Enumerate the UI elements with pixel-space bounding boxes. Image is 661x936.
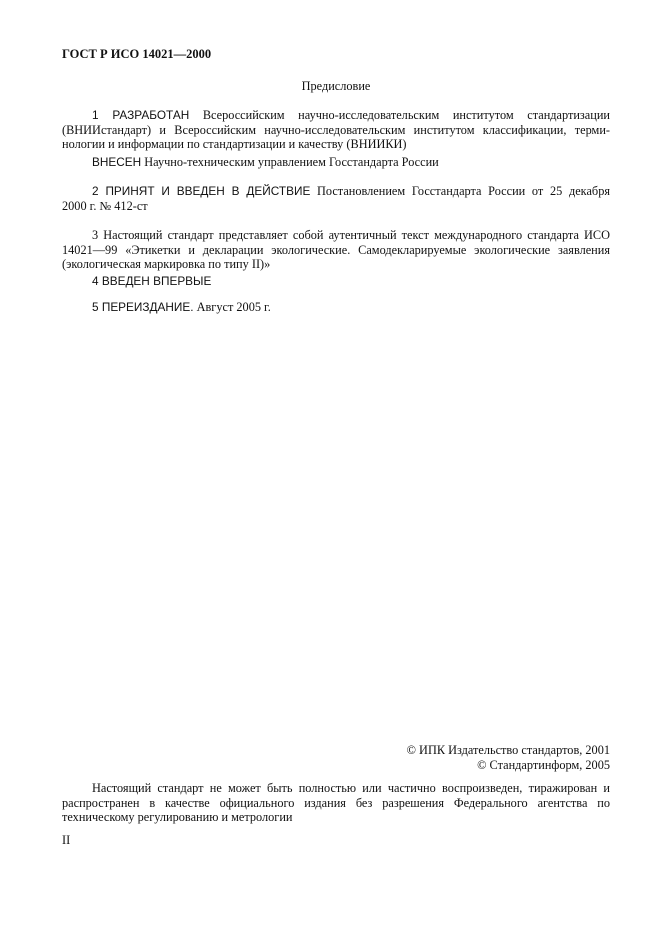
paragraph-authentic-text	[62, 228, 610, 272]
paragraph-line: 2000 г. № 412-ст	[62, 198, 148, 213]
paragraph-lead: 1 РАЗРАБОТАН	[92, 108, 190, 122]
paragraph-developed	[62, 108, 610, 152]
copyright-line: © ИПК Издательство стандартов, 2001	[406, 743, 610, 757]
paragraph-line: Настоящий стандарт не может быть полностью или частично воспроизведен, тиражирован и	[92, 781, 610, 795]
paragraph-lead: 2 ПРИНЯТ И ВВЕДЕН В ДЕЙСТВИЕ	[92, 184, 311, 198]
page-number: II	[62, 833, 71, 847]
paragraph-line: (экологическая маркировка по типу II)»	[62, 257, 271, 272]
paragraph-line: нологии и информации по стандартизации и качеству (ВНИИКИ)	[62, 137, 407, 152]
paragraph-line: Постановлением Госстандарта России от 25 декабря	[317, 184, 610, 198]
paragraph-first-introduced	[62, 274, 610, 289]
paragraph-line: Всероссийским научно-исследовательским институтом стандартизации	[202, 108, 610, 122]
paragraph-line: 3 Настоящий стандарт представляет собой аутентичный текст международного стандарта ИСО	[92, 228, 610, 242]
document-header: ГОСТ Р ИСО 14021—2000	[62, 47, 212, 61]
paragraph-line: 4 ВВЕДЕН ВПЕРВЫЕ	[92, 274, 212, 288]
copyright-line: © Стандартинформ, 2005	[477, 757, 610, 772]
reproduction-notice	[62, 781, 610, 825]
paragraph-line: техническому регулированию и метрологии	[62, 810, 293, 825]
paragraph-line: Научно-техническим управлением Госстандарта России	[144, 155, 439, 169]
page-number-block	[62, 833, 610, 848]
paragraph-line: 14021—99 «Этикетки и декларации экологические. Самодекларируемые экологические заявления	[62, 242, 610, 257]
section-title: Предисловие	[301, 79, 371, 93]
paragraph-adopted	[62, 184, 610, 213]
paragraph-reissue	[62, 300, 610, 315]
paragraph-lead: 5 ПЕРЕИЗДАНИЕ.	[92, 300, 194, 314]
paragraph-line: распространен в качестве официального издания без разрешения Федерального агентства по	[62, 795, 610, 810]
copyright-block	[62, 743, 610, 772]
paragraph-introduced	[62, 155, 610, 170]
paragraph-line: (ВНИИстандарт) и Всероссийским научно-исследовательским институтом классификации, терми-	[62, 122, 610, 137]
paragraph-lead: ВНЕСЕН	[92, 155, 142, 169]
paragraph-line: Август 2005 г.	[196, 300, 271, 314]
